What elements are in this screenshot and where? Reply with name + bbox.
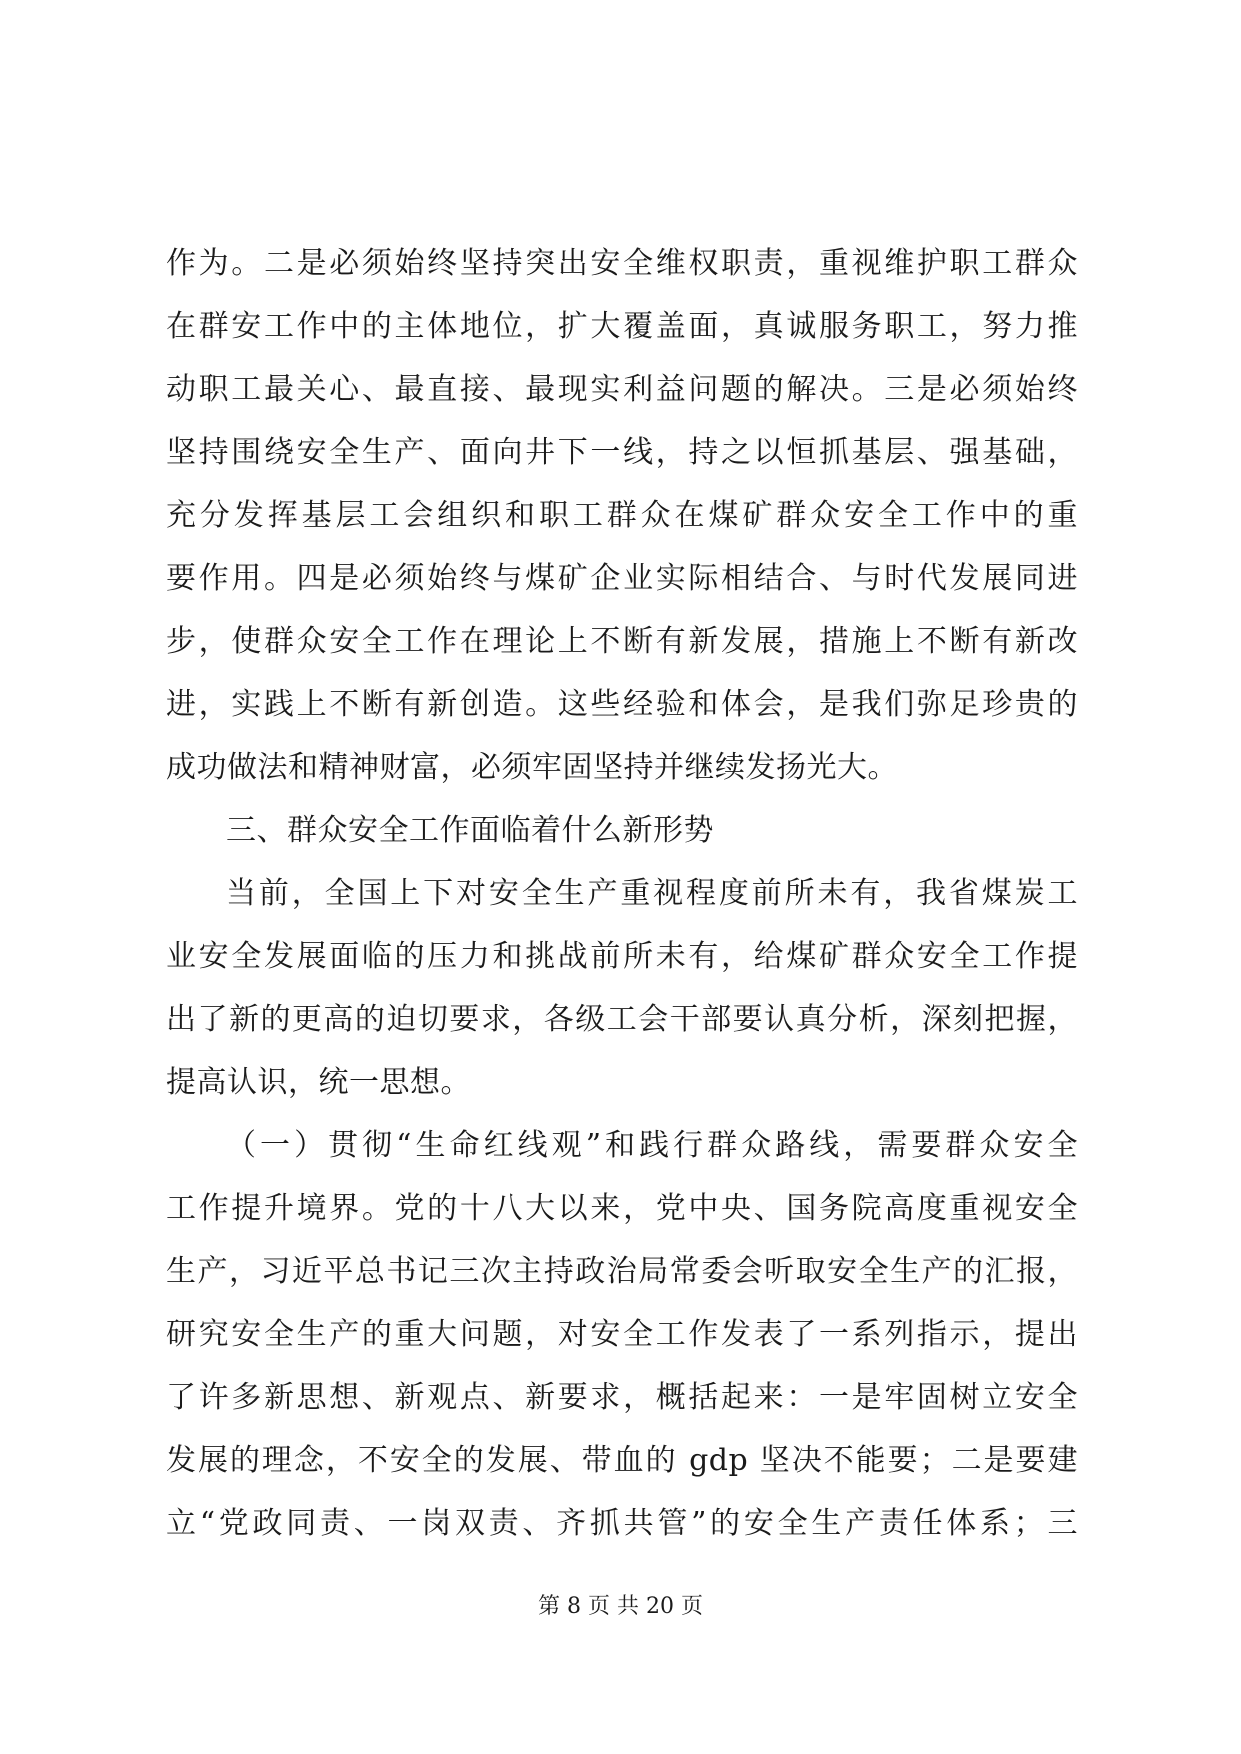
text-line: 当前，全国上下对安全生产重视程度前所未有，我省煤炭工 — [226, 876, 1078, 911]
text-line: 出了新的更高的迫切要求，各级工会干部要认真分析，深刻把握， — [166, 1002, 1078, 1037]
text-line: 进，实践上不断有新创造。这些经验和体会，是我们弥足珍贵的 — [166, 687, 1078, 722]
text-line: 发展的理念，不安全的发展、带血的 gdp 坚决不能要；二是要建 — [166, 1443, 1078, 1478]
subsection-heading: （一）贯彻“生命红线观”和践行群众路线，需要群众安全 — [226, 1128, 1078, 1163]
text-line: 作为。二是必须始终坚持突出安全维权职责，重视维护职工群众 — [166, 246, 1078, 281]
text-line: 充分发挥基层工会组织和职工群众在煤矿群众安全工作中的重 — [166, 498, 1078, 533]
text-line: 立“党政同责、一岗双责、齐抓共管”的安全生产责任体系；三 — [166, 1506, 1078, 1541]
body-text — [166, 232, 1078, 1555]
text-line: 在群安工作中的主体地位，扩大覆盖面，真诚服务职工，努力推 — [166, 309, 1078, 344]
text-line: 步，使群众安全工作在理论上不断有新发展，措施上不断有新改 — [166, 624, 1078, 659]
text-line: 成功做法和精神财富，必须牢固坚持并继续发扬光大。 — [166, 750, 898, 785]
text-line: 研究安全生产的重大问题，对安全工作发表了一系列指示，提出 — [166, 1317, 1078, 1352]
text-line: 生产，习近平总书记三次主持政治局常委会听取安全生产的汇报， — [166, 1254, 1078, 1289]
page-footer: 第 8 页 共 20 页 — [538, 1594, 703, 1619]
text-line: 要作用。四是必须始终与煤矿企业实际相结合、与时代发展同进 — [166, 561, 1078, 596]
text-line: 动职工最关心、最直接、最现实利益问题的解决。三是必须始终 — [166, 372, 1078, 407]
text-line: 工作提升境界。党的十八大以来，党中央、国务院高度重视安全 — [166, 1191, 1078, 1226]
section-heading: 三、群众安全工作面临着什么新形势 — [226, 813, 714, 848]
text-line: 坚持围绕安全生产、面向井下一线，持之以恒抓基层、强基础， — [166, 435, 1078, 470]
text-line: 业安全发展面临的压力和挑战前所未有，给煤矿群众安全工作提 — [166, 939, 1078, 974]
text-line: 提高认识，统一思想。 — [166, 1065, 471, 1100]
text-line: 了许多新思想、新观点、新要求，概括起来：一是牢固树立安全 — [166, 1380, 1078, 1415]
